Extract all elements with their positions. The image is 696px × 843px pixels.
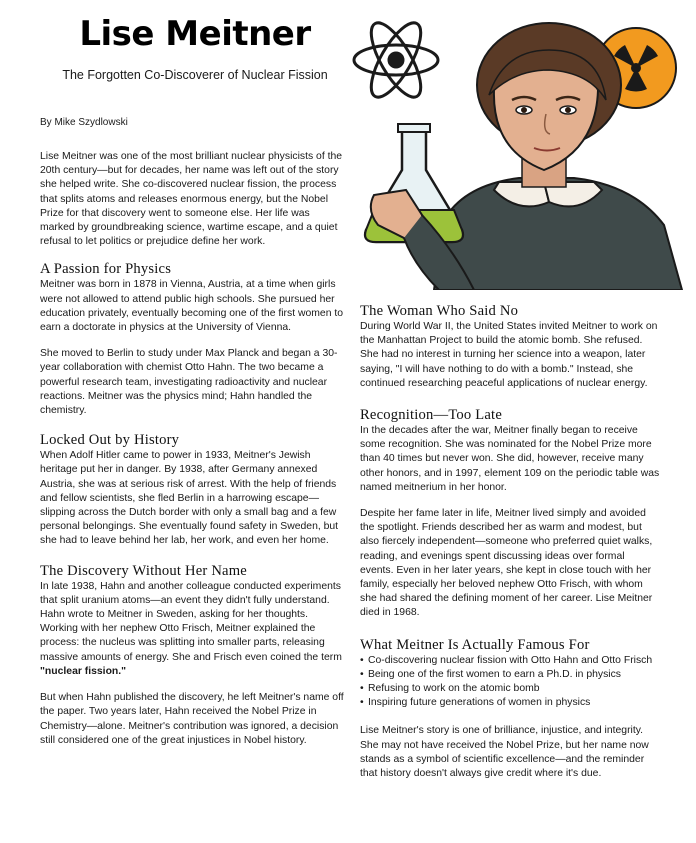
list-item: • Co-discovering nuclear fission with Otto Hahn and Otto Frisch [360,654,660,668]
list-item: • Being one of the first women to earn a Ph.D. in physics [360,668,660,682]
portrait-illustration [344,10,688,290]
section-heading: Recognition—Too Late [360,407,502,424]
section-heading: What Meitner Is Actually Famous For [360,636,590,653]
right-column [360,303,660,797]
paragraph: Despite her fame later in life, Meitner lived simply and avoided the spotlight. Friends described her as warm and modest, but also fiercely independent—someone who preferred quiet walks, reading, and evenings spent discussing ideas over formal events. Even in her later years, she kept in close touch with her family, especially her beloved nephew Otto Frisch, with whom she had shared the defining moment of her career. Lise Meitner died in 1968. [360,508,653,619]
paragraph: Meitner was born in 1878 in Vienna, Austria, at a time when girls were not allowed to attend public high schools. She pursued her education privately, eventually becoming one of the first women to earn a doctorate in physics at the University of Vienna. [40,279,344,334]
section-recognition [360,407,660,621]
section-heading: Locked Out by History [40,432,180,449]
famous-list [360,654,660,711]
atom-icon [354,16,438,104]
section-famous [360,637,660,782]
paragraph: In the decades after the war, Meitner finally began to receive some recognition. She was nominated for the Nobel Prize more than 40 times but never won. She did, however, receive many other honors, and in 1997, element 109 on the periodic table was named meitnerium in her honor. [360,425,660,493]
paragraph: When Adolf Hitler came to power in 1933, Meitner's Jewish heritage put her in danger. By 1938, after Germany annexed Austria, she was at serious risk of arrest. With the help of friends and fellow scientists, she fled Berlin in a harrowing escape—slipping across the Dutch border with only a small bag and a few personal belongings. She eventually found safety in Sweden, but she had to leave behind her lab, her work, and even her home. [40,450,339,547]
closing-paragraph: Lise Meitner's story is one of brilliance, injustice, and integrity. She may not have received the Nobel Prize, but her name now stands as a symbol of scientific excellence—and the reminder that history doesn't always give credit where it's due. [360,725,649,780]
section-heading: A Passion for Physics [40,261,172,278]
paragraph: But when Hahn published the discovery, he left Meitner's name off the paper. Two years later, Hahn received the Nobel Prize in Chemistry—alone. Meitner's contribution was ignored, a decision still considered one of the great injustices in Nobel history. [40,692,344,746]
paragraph: During World War II, the United States invited Meitner to work on the Manhattan Project to build the atomic bomb. She refused. She had no interest in turning her science into a weapon, later saying, "I will have nothing to do with a bomb." Instead, she continued researching peaceful applications of nuclear energy. [360,321,658,389]
section-woman [360,303,660,391]
paragraph-text: In late 1938, Hahn and another colleague conducted experiments that split uranium atoms—an event they didn't fully understand. Hahn wrote to Meitner in Sweden, asking for her thoughts. Working with her nephew Otto Frisch, Meitner explained the process: the nucleus was splitting into smaller parts, releasing massive amounts of energy. She and Frisch even coined the term [40,580,342,663]
section-passion [40,261,345,418]
page-title: Lise Meitner [79,14,311,54]
section-discovery [40,563,345,748]
byline: By Mike Szydlowski [40,117,128,128]
section-heading: The Woman Who Said No [360,303,519,319]
intro-paragraph: Lise Meitner was one of the most brilliant nuclear physicists of the 20th century—but for decades, her name was left out of the story she helped write. She co-discovered nuclear fission, the process that splits atoms and releases enormous energy, but the Nobel Prize for that discovery went to someone else. Her life was marked by groundbreaking science, wartime escape, and a quiet refusal to let politics or prejudice define her work. [40,151,343,248]
page-subtitle: The Forgotten Co-Discoverer of Nuclear Fission [62,68,328,82]
list-item: • Inspiring future generations of women in physics [360,696,660,710]
left-column [40,150,345,762]
section-locked [40,432,345,548]
paragraph: She moved to Berlin to study under Max Planck and began a 30-year collaboration with chemist Otto Hahn. The two became a powerful research team, investigating radioactivity and nuclear reactions. Meitner was the physics mind; Hahn handled the chemistry. [40,348,338,417]
section-heading: The Discovery Without Her Name [40,562,247,579]
list-item: • Refusing to work on the atomic bomb [360,682,660,696]
paragraph [40,580,345,679]
fission-term: "nuclear fission." [40,665,127,677]
